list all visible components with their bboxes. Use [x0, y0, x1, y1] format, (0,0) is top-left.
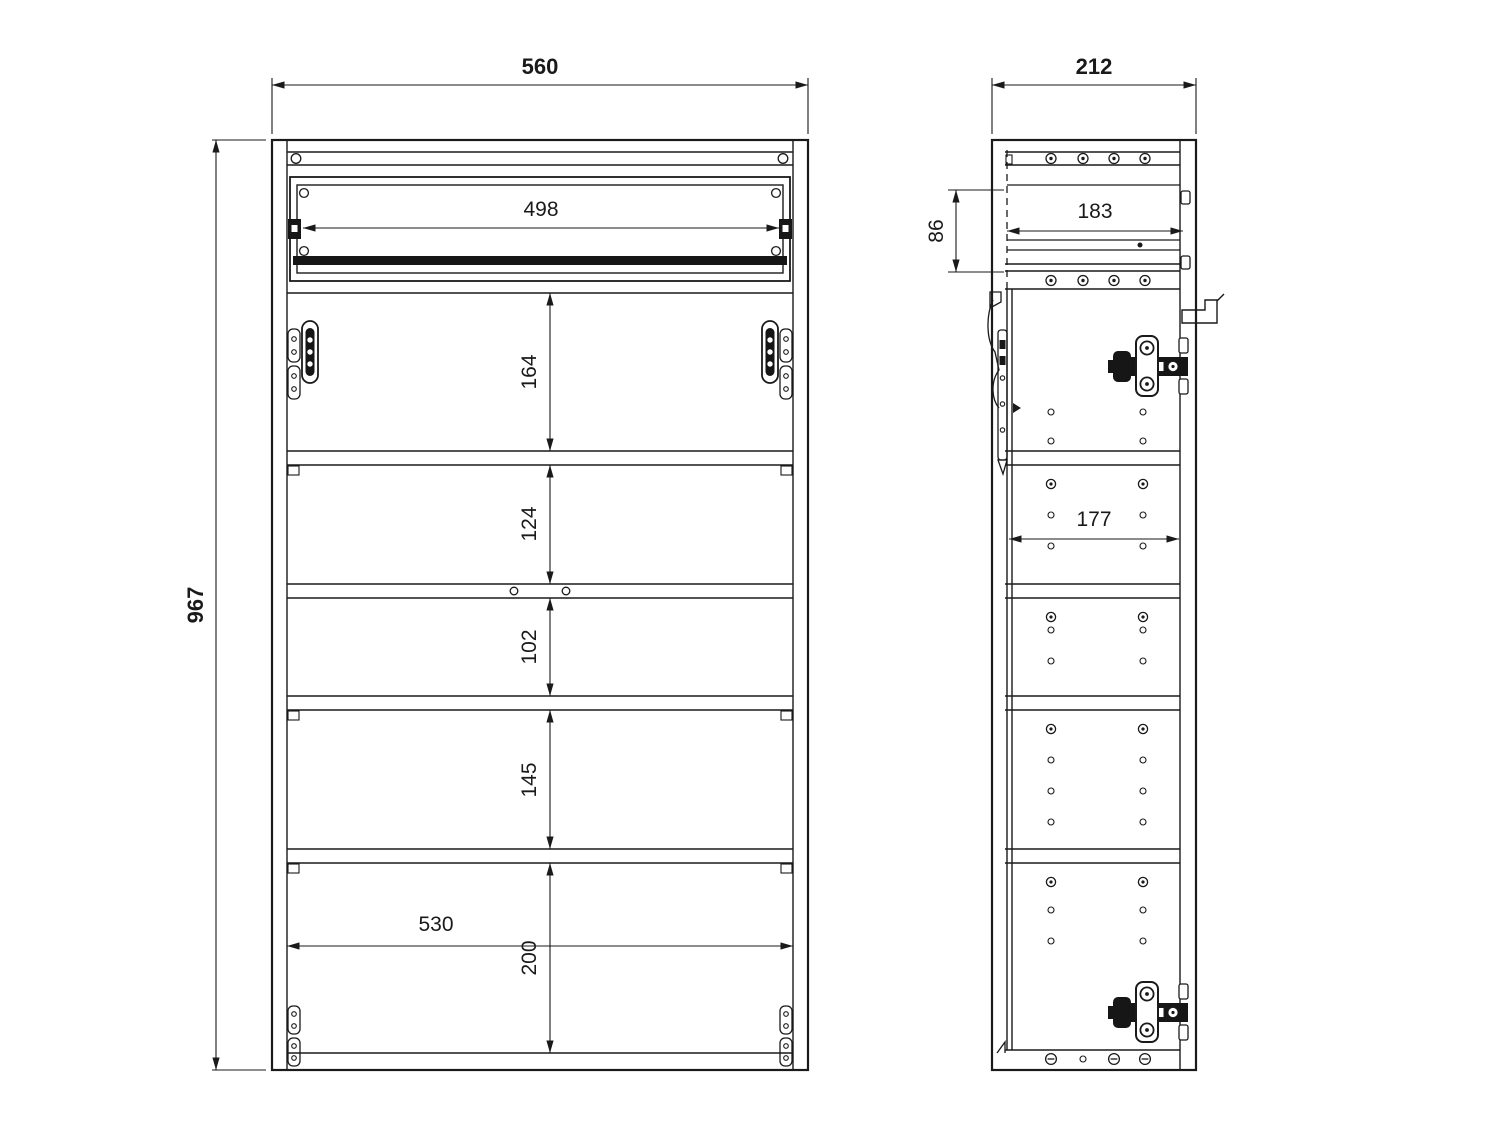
drawer-height-label: 86 — [925, 219, 948, 243]
interior-depth-label: 177 — [1076, 508, 1112, 531]
side-depth-label: 212 — [1075, 54, 1113, 79]
front-width-label: 560 — [521, 54, 559, 79]
drawer-width-label: 498 — [523, 198, 559, 221]
section-height-label: 102 — [518, 629, 541, 665]
section-height-label: 124 — [518, 506, 541, 542]
drawer-screw-icon — [1138, 243, 1143, 248]
interior-width-label: 530 — [418, 913, 454, 936]
drawer-depth-label: 183 — [1077, 200, 1113, 223]
section-height-label: 200 — [518, 940, 541, 976]
front-height-label: 967 — [183, 586, 208, 624]
section-height-label: 164 — [518, 354, 541, 390]
section-height-label: 145 — [518, 762, 541, 798]
